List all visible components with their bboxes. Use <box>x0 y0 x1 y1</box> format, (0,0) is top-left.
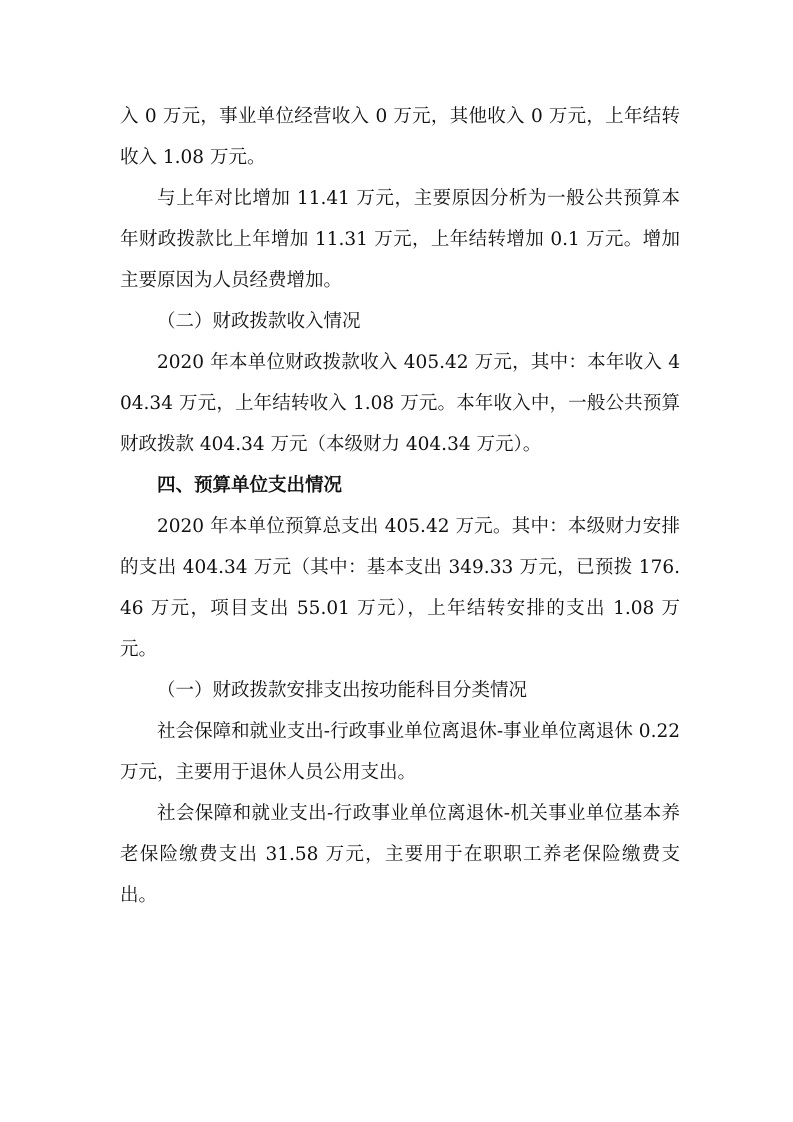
paragraph-retirement-expenditure: 社会保障和就业支出-行政事业单位离退休-事业单位离退休 0.22 万元，主要用于退休人员公用支出。 <box>120 721 680 783</box>
subheading-fiscal-appropriation-income: （二）财政拨款收入情况 <box>157 311 361 332</box>
paragraph-fiscal-appropriation-income: 2020 年本单位财政拨款收入 405.42 万元，其中：本年收入 404.34 万元，上年结转收入 1.08 万元。本年收入中，一般公共预算财政拨款 404.34 万元（本级财力 404.34 万元）。 <box>120 352 680 455</box>
paragraph-pension-insurance-expenditure: 社会保障和就业支出-行政事业单位离退休-机关事业单位基本养老保险缴费支出 31.58 万元，主要用于在职职工养老保险缴费支出。 <box>120 803 680 906</box>
document-body <box>120 96 680 916</box>
paragraph-income-continuation: 入 0 万元，事业单位经营收入 0 万元，其他收入 0 万元，上年结转收入 1.08 万元。 <box>120 106 680 168</box>
section-heading-expenditure: 四、预算单位支出情况 <box>157 475 343 496</box>
paragraph-total-expenditure: 2020 年本单位预算总支出 405.42 万元。其中：本级财力安排的支出 404.34 万元（其中：基本支出 349.33 万元，已预拨 176.46 万元，项目支出 55.01 万元），上年结转安排的支出 1.08 万元。 <box>120 516 680 660</box>
subheading-expenditure-by-function: （一）财政拨款安排支出按功能科目分类情况 <box>157 680 528 701</box>
paragraph-income-comparison: 与上年对比增加 11.41 万元，主要原因分析为一般公共预算本年财政拨款比上年增加 11.31 万元，上年结转增加 0.1 万元。增加主要原因为人员经费增加。 <box>120 188 680 291</box>
